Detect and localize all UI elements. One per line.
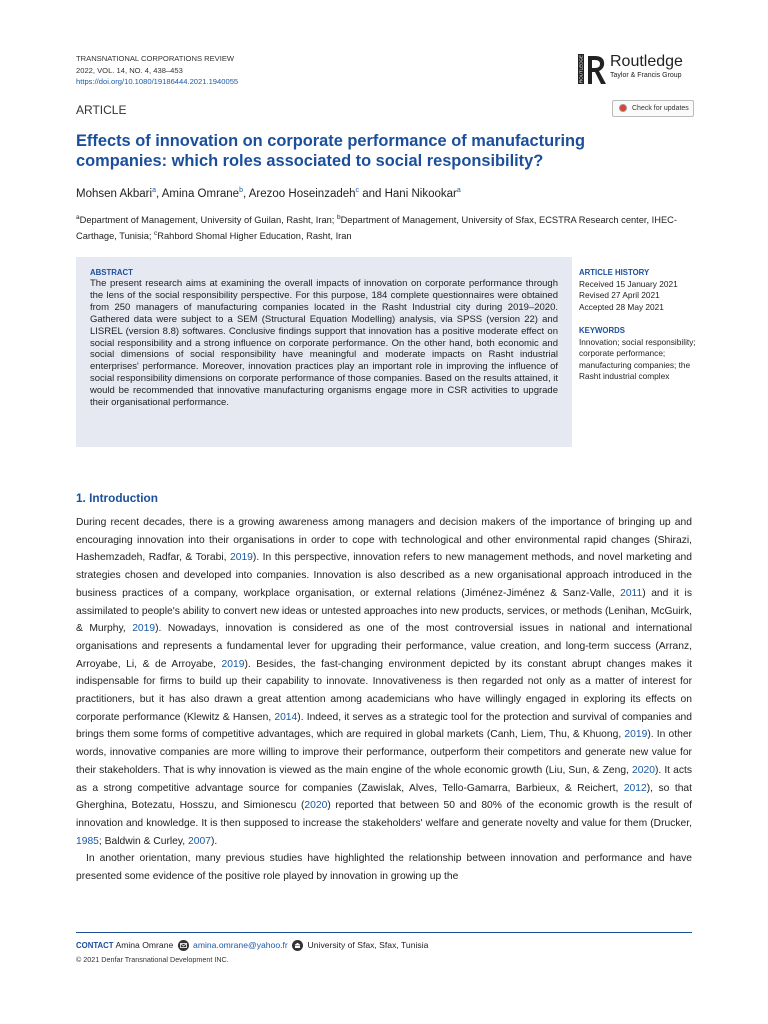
affiliation-text: Department of Management, University of Guilan, Rasht, Iran; — [79, 215, 337, 226]
institution-icon — [292, 940, 303, 951]
check-updates-icon — [619, 104, 627, 112]
paragraph-text: ). It acts as a strong competitive advantage source for companies (Zawislak, Alves, Tello-Gamarra, Barbieux, & Reichert, — [76, 764, 692, 794]
paragraph-text: ). Besides, the fast-changing environment depicted by its constant abrupt changes makes it indispensable for firms to build up their capability to innovate. Innovativeness is then regarded not only as a matter of interest for practitioners, but it has also drawn a great attention among academicians who have willingly engaged in exploring its effects on corporate performance (Klewitz & Hansen, — [76, 658, 692, 723]
citation-link[interactable]: 2019 — [221, 658, 245, 670]
affiliation-text: Rahbord Shomal Higher Education, Rasht, Iran — [157, 231, 352, 242]
body-text — [76, 514, 692, 886]
citation-link[interactable]: 2014 — [274, 711, 298, 723]
paragraph-text: ). Indeed, it serves as a strategic tool for the protection and survival of companies and brings them some forms of competitive advantages, which are required in global markets (Canh, Liem, Thu, & Khuong, — [76, 711, 692, 741]
paragraph-text: ) reported that between 50 and 80% of the economic growth is the result of innovation and knowledge. It is then supposed to increase the stakeholders' welfare and generate novelty and value for them (Drucker, — [76, 800, 692, 829]
author-list: Mohsen Akbari$^a$, Amina Omrane$^b$, Arezoo Hoseinzadeh$^c$ and Hani Nikookar$^a$ — [76, 187, 461, 200]
paragraph-text: ). — [210, 835, 218, 847]
paragraph-text: In another orientation, many previous studies have highlighted the relationship between innovation and performance and have presented some evidence of the positive role played by innovation in growing up the — [76, 853, 692, 883]
check-updates-label: Check for updates — [632, 105, 689, 112]
contact-name: Amina Omrane — [115, 940, 174, 950]
publisher-logo — [578, 52, 698, 86]
article-history — [579, 279, 704, 313]
citation-link[interactable]: 2019 — [229, 552, 253, 564]
author-name: Hani Nikookar — [384, 187, 457, 200]
author-affiliation-mark: a — [152, 187, 156, 194]
citation-link[interactable]: 1985 — [76, 835, 99, 847]
routledge-logo-icon — [578, 52, 608, 86]
publisher-group: Taylor & Francis Group — [610, 72, 682, 79]
article-title: Effects of innovation on corporate performance of manufacturing companies: which roles associated to social responsibility? — [76, 132, 586, 170]
journal-header — [76, 53, 238, 88]
paragraph-text: ). Nowadays, innovation is considered as one of the most controversial issues in national and international organisations and represents a fundamental lever for upgrading their performance, value creation, and long-term success (Arranz, Arroyabe, Li, & de Arroyabe, — [76, 623, 692, 670]
author-affiliation-mark: b — [239, 187, 243, 194]
affiliation-text: Department of Management, University of Sfax, ECSTRA Research center, IHEC-Carthage, Tunisia; — [76, 215, 677, 242]
article-type: ARTICLE — [76, 103, 127, 117]
paragraph-text: ; Baldwin & Curley, — [98, 835, 189, 847]
contact-address: University of Sfax, Sfax, Tunisia — [307, 940, 429, 950]
contact-email[interactable]: amina.omrane@yahoo.fr — [193, 940, 288, 950]
body-paragraph — [76, 850, 692, 885]
journal-issue: 2022, VOL. 14, NO. 4, 438–453 — [76, 65, 183, 75]
doi-link[interactable]: https://doi.org/10.1080/19186444.2021.1940055 — [76, 77, 239, 86]
check-updates-button[interactable] — [612, 100, 694, 117]
author-name: Amina Omrane — [161, 187, 240, 200]
affiliation-mark: c — [154, 230, 158, 238]
paragraph-text: ) and it is assimilated to people's ability to convert new ideas or untested approaches into new products, services, or methods (Lenihan, McGuirk, & Murphy, — [76, 587, 692, 635]
paragraph-text: ), so that Gherghina, Botezatu, Hosszu, and Simionescu ( — [76, 782, 693, 812]
citation-link[interactable]: 2012 — [623, 782, 647, 794]
citation-link[interactable]: 2007 — [188, 835, 211, 847]
revised-date: Revised 27 April 2021 — [579, 290, 660, 301]
paragraph-text: ). In this perspective, innovation refers to new management methods, and novel marketing and strategies chosen and developed into companies. Innovation is also described as a new organisational approach introduced in the business practices of a company, workplace organisation, or external relations (Jiménez-Jiménez & Sanz-Valle, — [76, 552, 692, 599]
abstract-heading: ABSTRACT — [90, 268, 133, 277]
citation-link[interactable]: 2019 — [132, 623, 156, 635]
author-name: Mohsen Akbari — [76, 187, 153, 200]
copyright: © 2021 Denfar Transnational Development INC. — [76, 955, 229, 964]
keywords-text: Innovation; social responsibility; corporate performance; manufacturing companies; the Rasht industrial complex — [579, 337, 696, 381]
section-title: 1. Introduction — [76, 491, 158, 505]
footer-divider — [76, 932, 692, 933]
affiliations — [76, 211, 706, 243]
affiliation-mark: a — [76, 214, 80, 221]
article-history-heading: ARTICLE HISTORY — [579, 268, 650, 277]
keywords-heading: KEYWORDS — [579, 326, 625, 335]
citation-link[interactable]: 2020 — [632, 764, 655, 776]
email-icon — [178, 940, 189, 951]
author-name: Arezoo Hoseinzadeh — [248, 187, 356, 200]
journal-name: TRANSNATIONAL CORPORATIONS REVIEW — [76, 54, 235, 63]
accepted-date: Accepted 28 May 2021 — [579, 301, 664, 312]
author-affiliation-mark: c — [355, 187, 360, 194]
contact-line — [76, 940, 428, 951]
citation-link[interactable]: 2019 — [624, 729, 648, 741]
author-affiliation-mark: a — [456, 187, 461, 194]
publisher-name: Routledge — [610, 53, 683, 70]
publisher-spine: ROUTLEDGE — [578, 54, 584, 83]
paragraph-text: ). In other words, innovative companies are more willing to improve their performance, outperform their competitors and generate new value for their stakeholders. That is why innovation is viewed as the main engine of the whole economic growth (Liu, Sun, & Zeng, — [76, 729, 692, 776]
body-paragraph — [76, 514, 692, 850]
contact-label: CONTACT — [76, 941, 114, 950]
affiliation-mark: b — [336, 214, 341, 221]
abstract-text: The present research aims at examining the overall impacts of innovation on corporate performance through the lens of the social responsibility perspective. For this purpose, 184 complete questionnaires were obtained from 250 managers of manufacturing companies located in the Rasht Industrial city during 2019–2020. Gathered data were subject to a SEM (Structural Equation Modelling) analysis, via SPSS (version 22) and LISREL (version 8.8) softwares. Conclusive findings support that innovation has a positive moderate effect on social responsibility and a strong influence on corporate performance. On the other hand, both economic and social dimensions of social responsibility have meaningful and moderate impacts on Rasht industrial enterprises' performance. Moreover, innovation practices play an important role in improving the influence of social responsibility dimensions on corporate performance of those companies. Based on the results attained, it would be recommended that innovative manufacturing organisms engage more in CSR activities to upgrade their organisational performance. — [90, 278, 558, 409]
citation-link[interactable]: 2020 — [304, 800, 328, 812]
paragraph-text: During recent decades, there is a growing awareness among managers and decision makers of the importance of bringing up and encouraging innovation into their organisations in order to cope with technological and other environmental rapid changes (Shirazi, Hashemzadeh, Radfar, & Torabi, — [76, 517, 692, 564]
received-date: Received 15 January 2021 — [579, 279, 678, 289]
citation-link[interactable]: 2011 — [620, 587, 643, 599]
